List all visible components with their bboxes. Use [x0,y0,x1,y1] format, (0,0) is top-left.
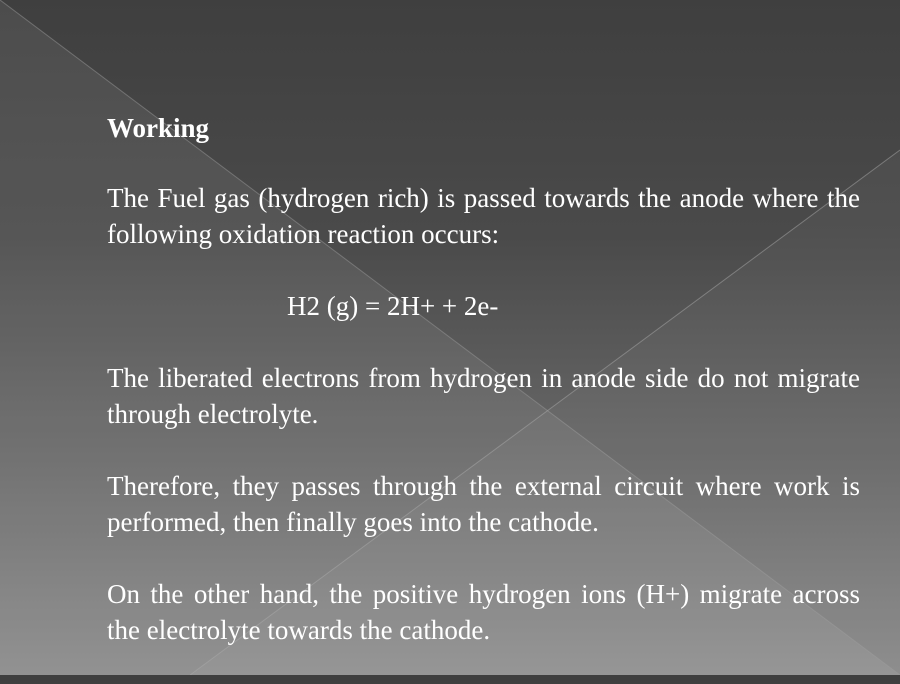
paragraph-fuel-gas: The Fuel gas (hydrogen rich) is passed towards the anode where the following oxidation reaction occurs: [107,183,860,249]
slide-title: Working [107,113,210,143]
oxidation-equation: H2 (g) = 2H+ + 2e- [287,291,499,321]
paragraph-hydrogen-ions: On the other hand, the positive hydrogen ions (H+) migrate across the electrolyte towards the cathode. [107,579,860,645]
paragraph-external-circuit: Therefore, they passes through the external circuit where work is performed, then finally goes into the cathode. [107,471,860,537]
slide-content [107,108,860,684]
paragraph-electrons: The liberated electrons from hydrogen in anode side do not migrate through electrolyte. [107,363,860,429]
